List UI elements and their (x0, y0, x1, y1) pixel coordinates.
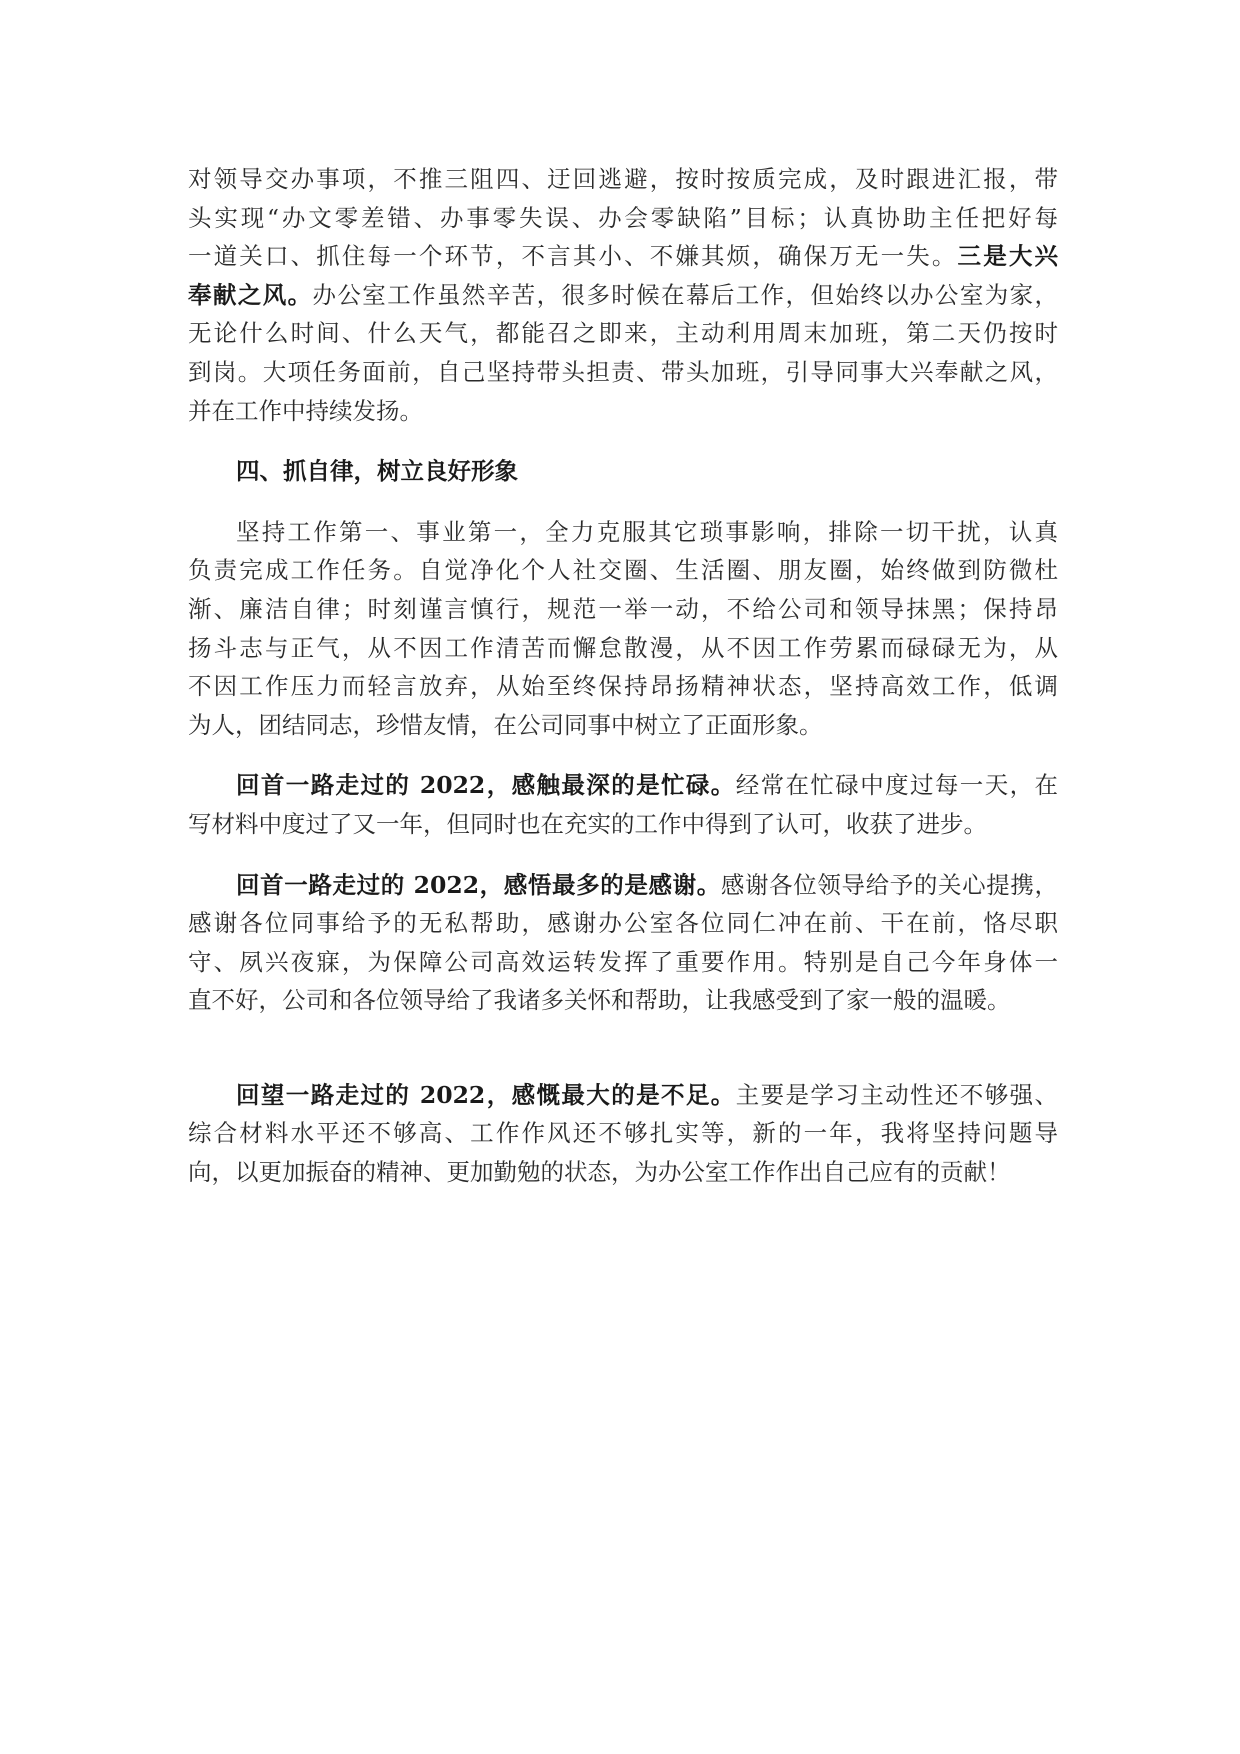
text-line (188, 766, 1058, 805)
text-line: 到岗。大项任务面前，自己坚持带头担责、带头加班，引导同事大兴奉献之风， (188, 357, 1058, 386)
bold-phrase: 回望一路走过的 2022，感慨最大的是不足。 (236, 1080, 736, 1109)
text-line: 并在工作中持续发扬。 (188, 396, 423, 425)
text-line: 对领导交办事项，不推三阻四、迂回逃避，按时按质完成，及时跟进汇报，带 (188, 165, 1058, 193)
text-span: 感谢各位领导给予的关心提携， (720, 870, 1058, 899)
bold-phrase: 回首一路走过的 2022，感触最深的是忙碌。 (236, 771, 736, 800)
text-line (188, 276, 1058, 315)
text-line: 向，以更加振奋的精神、更加勤勉的状态，为办公室工作作出自己应有的贡献！ (188, 1158, 1011, 1187)
paragraph-duty (188, 160, 1058, 430)
text-line: 感谢各位同事给予的无私帮助，感谢办公室各位同仁冲在前、干在前，恪尽职 (188, 909, 1058, 938)
paragraph-busy (188, 766, 1058, 843)
text-line (188, 1076, 1058, 1115)
text-line: 综合材料水平还不够高、工作作风还不够扎实等，新的一年，我将坚持问题导 (188, 1119, 1058, 1148)
text-line: 无论什么时间、什么天气，都能召之即来，主动利用周末加班，第二天仍按时 (188, 319, 1058, 348)
text-line: 写材料中度过了又一年，但同时也在充实的工作中得到了认可，收获了进步。 (188, 809, 987, 838)
text-line: 负责完成工作任务。自觉净化个人社交圈、生活圈、朋友圈，始终做到防微杜 (188, 556, 1058, 585)
text-line: 不因工作压力而轻言放弃，从始至终保持昂扬精神状态，坚持高效工作，低调 (188, 672, 1058, 701)
paragraph-shortcomings (188, 1076, 1058, 1192)
section-heading: 四、抓自律，树立良好形象 (236, 457, 518, 486)
bold-phrase: 三是大兴 (957, 242, 1059, 271)
bold-phrase: 奉献之风。 (188, 280, 313, 309)
text-line: 为人，团结同志，珍惜友情，在公司同事中树立了正面形象。 (188, 710, 823, 739)
text-line: 扬斗志与正气，从不因工作清苦而懈怠散漫，从不因工作劳累而碌碌无为，从 (188, 633, 1058, 662)
text-line (188, 237, 1058, 276)
text-line: 直不好，公司和各位领导给了我诸多关怀和帮助，让我感受到了家一般的温暖。 (188, 986, 1011, 1015)
text-span: 主要是学习主动性还不够强、 (735, 1080, 1059, 1109)
paragraph-self-discipline (188, 513, 1058, 745)
paragraph-thanks (188, 866, 1058, 1020)
text-line (188, 866, 1058, 905)
text-span: 一道关口、抓住每一个环节，不言其小、不嫌其烦，确保万无一失。 (188, 242, 958, 271)
text-line: 坚持工作第一、事业第一，全力克服其它琐事影响，排除一切干扰，认真 (236, 517, 1058, 546)
text-line: 守、夙兴夜寐，为保障公司高效运转发挥了重要作用。特别是自己今年身体一 (188, 947, 1058, 976)
document-body (188, 160, 1058, 1192)
text-line: 渐、廉洁自律；时刻谨言慎行，规范一举一动，不给公司和领导抹黑；保持昂 (188, 594, 1058, 623)
text-span: 办公室工作虽然辛苦，很多时候在幕后工作，但始终以办公室为家， (312, 280, 1059, 309)
bold-phrase: 回首一路走过的 2022，感悟最多的是感谢。 (236, 870, 721, 899)
text-span: 经常在忙碌中度过每一天，在 (735, 771, 1059, 800)
text-line: 头实现“办文零差错、办事零失误、办会零缺陷”目标；认真协助主任把好每 (188, 203, 1058, 232)
